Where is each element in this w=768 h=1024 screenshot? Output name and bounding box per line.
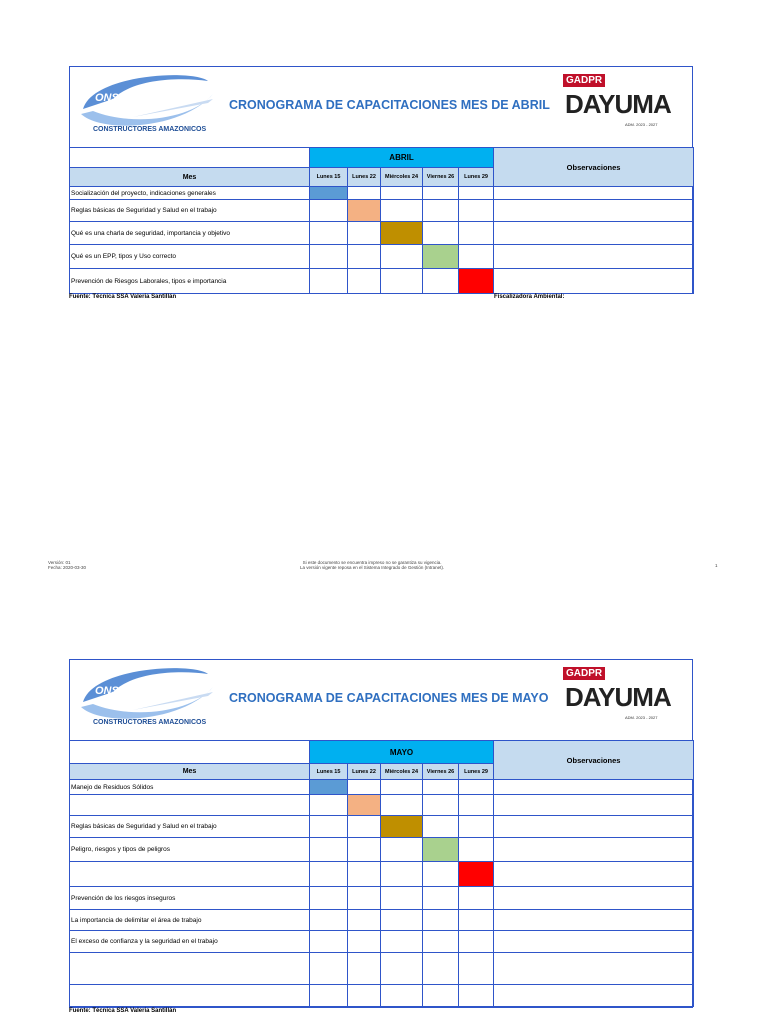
fuente-label: Fuente: Técnica SSA Valeria Santillán — [69, 1008, 177, 1014]
day-header: Lunes 29 — [459, 168, 494, 187]
empty-cell — [310, 838, 348, 862]
fiscalizadora-label: Fiscalizadora Ambiental: — [494, 294, 565, 300]
month-header: MAYO — [310, 741, 494, 764]
consorcio-logo — [73, 662, 223, 734]
blank-corner — [70, 741, 310, 764]
consorcio-logo-top: ONSORCIO — [95, 685, 155, 697]
empty-cell — [459, 187, 494, 200]
activity-cell — [70, 862, 310, 887]
day-header: Lunes 29 — [459, 764, 494, 780]
empty-cell — [348, 816, 381, 838]
activity-cell — [70, 985, 310, 1007]
empty-cell — [381, 269, 423, 294]
schedule-table — [69, 147, 694, 294]
activity-cell: Qué es una charla de seguridad, importancia y objetivo — [70, 222, 310, 245]
empty-cell — [423, 910, 459, 931]
empty-cell — [381, 910, 423, 931]
empty-cell — [310, 245, 348, 269]
page-title: CRONOGRAMA DE CAPACITACIONES MES DE ABRIL — [229, 98, 550, 112]
observation-cell — [494, 931, 694, 953]
empty-cell — [381, 931, 423, 953]
page-number: 1 — [715, 563, 718, 568]
note-line-2: La versión vigente reposa en el Sistema Integrado de Gestión (Intranet). — [300, 565, 445, 570]
empty-cell — [310, 795, 348, 816]
vigencia-note — [300, 560, 444, 570]
empty-cell — [459, 838, 494, 862]
empty-cell — [459, 780, 494, 795]
dayuma-wordmark: DAYUMA — [565, 89, 671, 119]
empty-cell — [459, 816, 494, 838]
empty-cell — [459, 245, 494, 269]
fecha-text: Fecha: 2020-03-30 — [48, 565, 87, 570]
empty-cell — [459, 910, 494, 931]
observation-cell — [494, 816, 694, 838]
mes-header: Mes — [70, 168, 310, 187]
empty-cell — [310, 953, 348, 985]
day-header: Lunes 15 — [310, 168, 348, 187]
scheduled-cell — [381, 816, 423, 838]
observation-cell — [494, 795, 694, 816]
mes-header: Mes — [70, 764, 310, 780]
empty-cell — [423, 795, 459, 816]
empty-cell — [348, 887, 381, 910]
empty-cell — [348, 245, 381, 269]
empty-cell — [459, 953, 494, 985]
observation-cell — [494, 953, 694, 985]
empty-cell — [423, 222, 459, 245]
empty-cell — [381, 187, 423, 200]
activity-cell: Reglas básicas de Seguridad y Salud en el trabajo — [70, 816, 310, 838]
observation-cell — [494, 887, 694, 910]
page-title: CRONOGRAMA DE CAPACITACIONES MES DE MAYO — [229, 691, 549, 705]
dayuma-wordmark: DAYUMA — [565, 682, 671, 712]
observation-cell — [494, 910, 694, 931]
empty-cell — [348, 222, 381, 245]
version-label — [48, 560, 86, 570]
empty-cell — [348, 910, 381, 931]
observation-cell — [494, 862, 694, 887]
day-header: Viernes 26 — [423, 168, 459, 187]
blank-corner — [70, 148, 310, 168]
empty-cell — [423, 269, 459, 294]
empty-cell — [423, 985, 459, 1007]
day-header: Lunes 15 — [310, 764, 348, 780]
sheet-header — [69, 66, 693, 148]
empty-cell — [310, 269, 348, 294]
activity-cell: Reglas básicas de Seguridad y Salud en el trabajo — [70, 200, 310, 222]
scheduled-cell — [310, 780, 348, 795]
fuente-label: Fuente: Técnica SSA Valeria Santillán — [69, 294, 177, 300]
observation-cell — [494, 780, 694, 795]
empty-cell — [459, 200, 494, 222]
activity-cell: Prevención de Riesgos Laborales, tipos e importancia — [70, 269, 310, 294]
day-header: Miércoles 24 — [381, 764, 423, 780]
scheduled-cell — [348, 200, 381, 222]
empty-cell — [381, 780, 423, 795]
consorcio-logo-top: ONSORCIO — [95, 92, 155, 104]
empty-cell — [348, 780, 381, 795]
schedule-table — [69, 740, 694, 1007]
observaciones-header: Observaciones — [494, 148, 694, 187]
activity-cell — [70, 795, 310, 816]
scheduled-cell — [310, 187, 348, 200]
empty-cell — [423, 862, 459, 887]
activity-cell: Socialización del proyecto, indicaciones generales — [70, 187, 310, 200]
version-text: Versión: 01 — [48, 560, 71, 565]
empty-cell — [381, 838, 423, 862]
empty-cell — [310, 816, 348, 838]
empty-cell — [459, 795, 494, 816]
empty-cell — [381, 795, 423, 816]
scheduled-cell — [423, 838, 459, 862]
activity-cell: La importancia de delimitar el área de trabajo — [70, 910, 310, 931]
schedule-abril — [69, 66, 693, 300]
gadpr-badge: GADPR — [563, 667, 605, 680]
dayuma-logo — [563, 74, 671, 140]
empty-cell — [348, 838, 381, 862]
sheet-header — [69, 659, 693, 741]
empty-cell — [459, 985, 494, 1007]
note-line-1: Si este documento se encuentra impreso no se garantiza su vigencia. — [302, 560, 442, 565]
activity-cell — [70, 953, 310, 985]
observation-cell — [494, 187, 694, 200]
empty-cell — [348, 985, 381, 1007]
consorcio-logo — [73, 69, 223, 141]
empty-cell — [310, 222, 348, 245]
schedule-mayo — [69, 659, 693, 1021]
activity-cell: Qué es un EPP, tipos y Uso correcto — [70, 245, 310, 269]
consorcio-logo-bottom: CONSTRUCTORES AMAZONICOS — [93, 719, 207, 726]
activity-cell: El exceso de confianza y la seguridad en el trabajo — [70, 931, 310, 953]
empty-cell — [423, 200, 459, 222]
empty-cell — [381, 862, 423, 887]
activity-cell: Prevención de los riesgos inseguros — [70, 887, 310, 910]
empty-cell — [423, 187, 459, 200]
empty-cell — [459, 222, 494, 245]
dayuma-logo — [563, 667, 671, 733]
empty-cell — [381, 245, 423, 269]
empty-cell — [459, 887, 494, 910]
day-header: Lunes 22 — [348, 168, 381, 187]
empty-cell — [310, 200, 348, 222]
empty-cell — [423, 887, 459, 910]
empty-cell — [423, 931, 459, 953]
activity-cell: Manejo de Residuos Sólidos — [70, 780, 310, 795]
observation-cell — [494, 245, 694, 269]
empty-cell — [310, 887, 348, 910]
empty-cell — [310, 862, 348, 887]
day-header: Miércoles 24 — [381, 168, 423, 187]
scheduled-cell — [423, 245, 459, 269]
empty-cell — [348, 953, 381, 985]
activity-cell: Peligro, riesgos y tipos de peligros — [70, 838, 310, 862]
empty-cell — [348, 187, 381, 200]
empty-cell — [423, 953, 459, 985]
gadpr-badge: GADPR — [563, 74, 605, 87]
empty-cell — [423, 816, 459, 838]
observation-cell — [494, 269, 694, 294]
empty-cell — [423, 780, 459, 795]
dayuma-admin-period: ADM. 2023 - 2027 — [625, 122, 658, 127]
consorcio-logo-bottom: CONSTRUCTORES AMAZONICOS — [93, 126, 207, 133]
empty-cell — [348, 862, 381, 887]
empty-cell — [310, 985, 348, 1007]
empty-cell — [459, 931, 494, 953]
observaciones-header: Observaciones — [494, 741, 694, 780]
observation-cell — [494, 222, 694, 245]
scheduled-cell — [381, 222, 423, 245]
empty-cell — [381, 200, 423, 222]
empty-cell — [381, 985, 423, 1007]
scheduled-cell — [459, 862, 494, 887]
scheduled-cell — [348, 795, 381, 816]
empty-cell — [381, 953, 423, 985]
dayuma-admin-period: ADM. 2023 - 2027 — [625, 715, 658, 720]
month-header: ABRIL — [310, 148, 494, 168]
observation-cell — [494, 985, 694, 1007]
scheduled-cell — [459, 269, 494, 294]
observation-cell — [494, 200, 694, 222]
day-header: Viernes 26 — [423, 764, 459, 780]
empty-cell — [348, 269, 381, 294]
empty-cell — [310, 931, 348, 953]
day-header: Lunes 22 — [348, 764, 381, 780]
empty-cell — [381, 887, 423, 910]
observation-cell — [494, 838, 694, 862]
empty-cell — [310, 910, 348, 931]
empty-cell — [348, 931, 381, 953]
